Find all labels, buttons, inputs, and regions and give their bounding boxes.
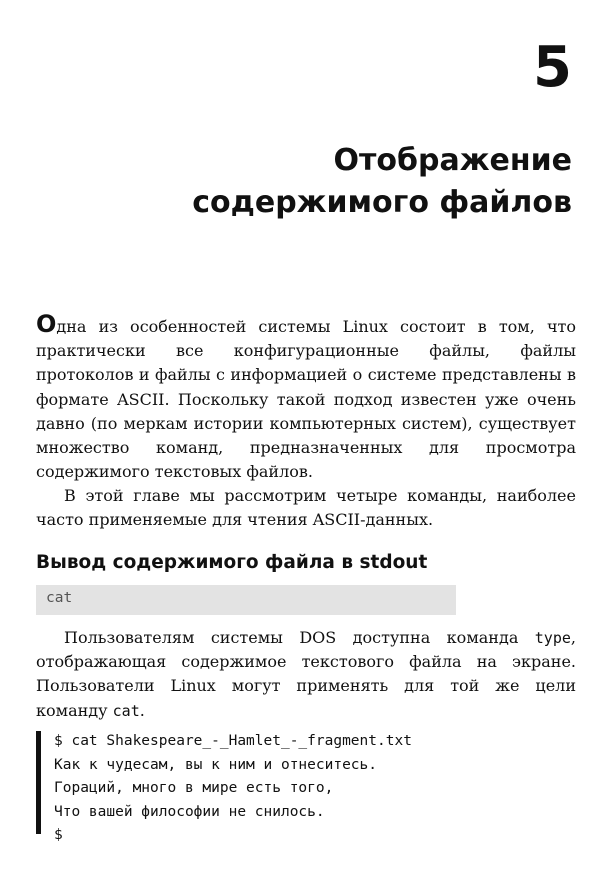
chapter-title [72, 140, 572, 224]
terminal-line: $ cat Shakespeare_-_Hamlet_-_fragment.txt [54, 733, 412, 749]
dos-text-part-1: Пользователям системы DOS доступна команда [64, 628, 535, 647]
chapter-title-line-2: содержимого файлов [192, 185, 572, 220]
chapter-number: 5 [533, 35, 572, 100]
terminal-left-bar [36, 731, 41, 834]
terminal-line: Что вашей философии не снилось. [54, 803, 325, 820]
syntax-command: cat [46, 590, 73, 606]
dos-paragraph [36, 626, 576, 723]
dos-text-part-3: . [139, 700, 145, 720]
terminal-line: Как к чудесам, вы к ним и отнеситесь. [54, 756, 378, 773]
terminal-line: $ [54, 827, 63, 843]
intro-paragraph [36, 312, 576, 484]
terminal-listing [54, 730, 412, 848]
section-heading: Вывод содержимого файла в stdout [36, 552, 428, 573]
terminal-line: Гораций, много в мире есть того, [54, 780, 334, 796]
drop-cap: О [36, 310, 57, 338]
intro-text: дна из особенностей системы Linux состоит в том, что практически все конфигурационные файлы, файлы протоколов и файлы с информацией о системе представлены в формате ASCII. Поскольку такой подход известен уже очень давно (по меркам истории компьютерных систем), существует множество команд, предназначенных для просмотра содержимого текстовых файлов. [36, 317, 576, 482]
inline-command-type: type [534, 629, 571, 647]
dos-text-part-2: , отображающая содержимое текстового файла на экране. Пользователи Linux могут применять для той же цели команду [36, 628, 576, 720]
chapter-title-line-1: Отображение [333, 143, 572, 178]
overview-paragraph: В этой главе мы рассмотрим четыре команды, наиболее часто применяемые для чтения ASCII-данных. [36, 486, 576, 530]
syntax-box [36, 585, 456, 615]
inline-command-cat: cat [112, 701, 140, 720]
